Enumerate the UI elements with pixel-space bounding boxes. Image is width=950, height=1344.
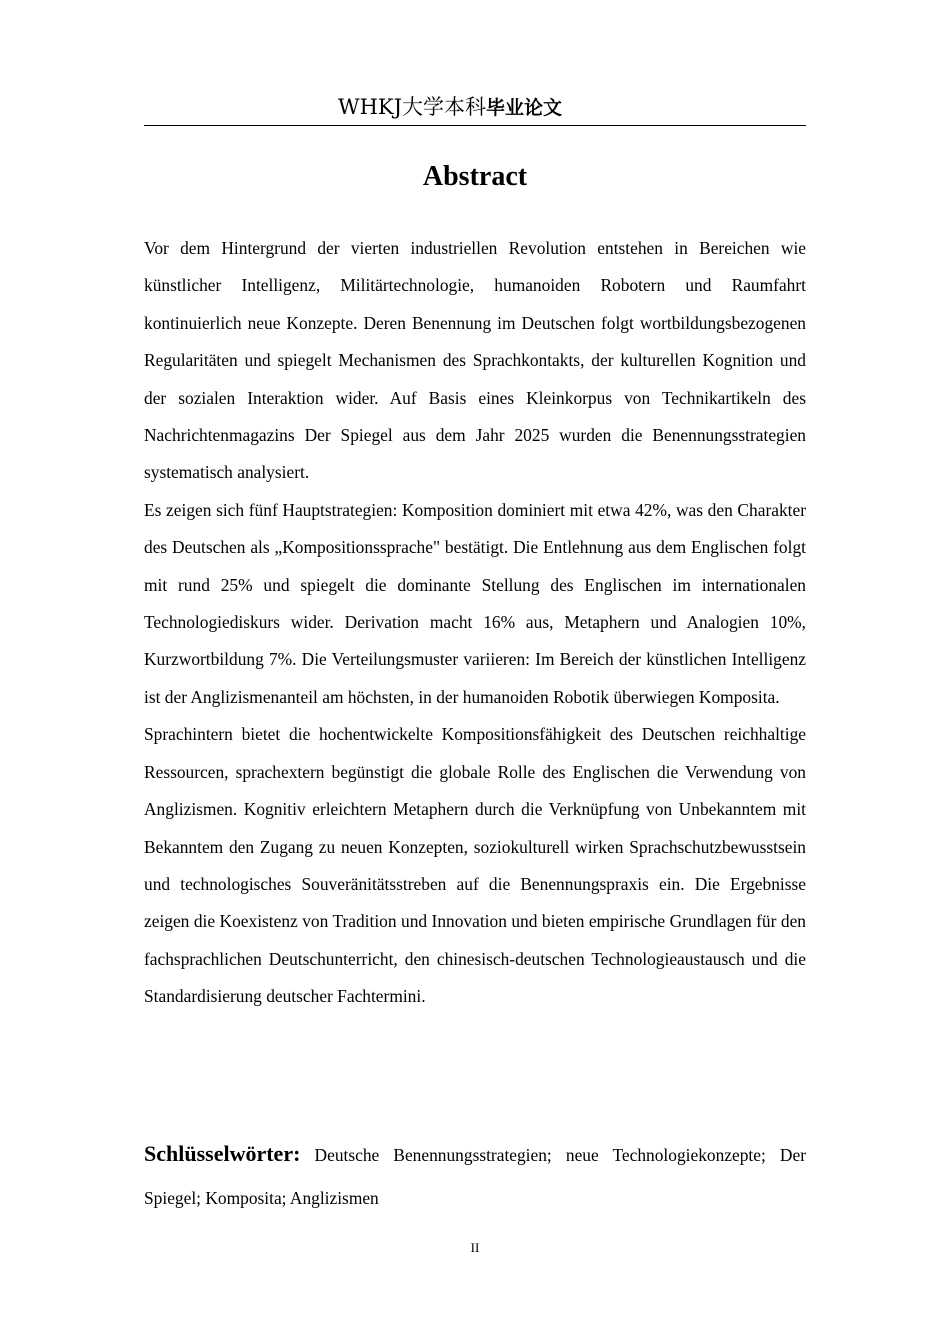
header-title-prefix: WHKJ大学本科 xyxy=(337,95,486,119)
page-number: II xyxy=(470,1240,480,1255)
keywords-label: Schlüsselwörter: xyxy=(144,1141,301,1166)
header-title xyxy=(338,90,562,125)
abstract-paragraph-2: Es zeigen sich fünf Hauptstrategien: Komposition dominiert mit etwa 42%, was den Charakter des Deutschen als „Kompositionssprache" bestätigt. Die Entlehnung aus dem Englischen folgt mit rund 25% und spiegelt die dominante Stellung des Englischen im internationalen Technologiediskurs wider. Derivation macht 16% aus, Metaphern und Analogien 10%, Kurzwortbildung 7%. Die Verteilungsmuster variieren: Im Bereich der künstlichen Intelligenz ist der Anglizismenanteil am höchsten, in der humanoiden Robotik überwiegen Komposita. xyxy=(144,499,806,707)
header-title-suffix: 毕业论文 xyxy=(486,97,563,119)
abstract-body xyxy=(144,230,806,1016)
abstract-paragraph-1: Vor dem Hintergrund der vierten industriellen Revolution entstehen in Bereichen wie künstlicher Intelligenz, Militärtechnologie, humanoiden Robotern und Raumfahrt kontinuierlich neue Konzepte. Deren Benennung im Deutschen folgt wortbildungsbezogenen Regularitäten und spiegelt Mechanismen des Sprachkontakts, der kulturellen Kognition und der sozialen Interaktion wider. Auf Basis eines Kleinkorpus von Technikartikeln des Nachrichtenmagazins Der Spiegel aus dem Jahr 2025 wurden die Benennungsstrategien systematisch analysiert. xyxy=(144,238,806,483)
keywords-section xyxy=(144,1132,806,1220)
abstract-title: Abstract xyxy=(422,161,528,192)
abstract-paragraph-3: Sprachintern bietet die hochentwickelte Kompositionsfähigkeit des Deutschen reichhaltige Ressourcen, sprachextern begünstigt die globale Rolle des Englischen die Verwendung von Anglizismen. Kognitiv erleichtern Metaphern durch die Verknüpfung von Unbekanntem mit Bekanntem den Zugang zu neuen Konzepten, soziokulturell wirken Sprachschutzbewusstsein und technologisches Souveränitätsstreben auf die Benennungspraxis ein. Die Ergebnisse zeigen die Koexistenz von Tradition und Innovation und bieten empirische Grundlagen für den fachsprachlichen Deutschunterricht, den chinesisch-deutschen Technologieaustausch und die Standardisierung deutscher Fachtermini. xyxy=(144,724,806,1007)
keywords-text: Deutsche Benennungsstrategien; neue Technologiekonzepte; Der Spiegel; Komposita; Anglizismen xyxy=(144,1145,806,1208)
page-header xyxy=(144,90,806,126)
